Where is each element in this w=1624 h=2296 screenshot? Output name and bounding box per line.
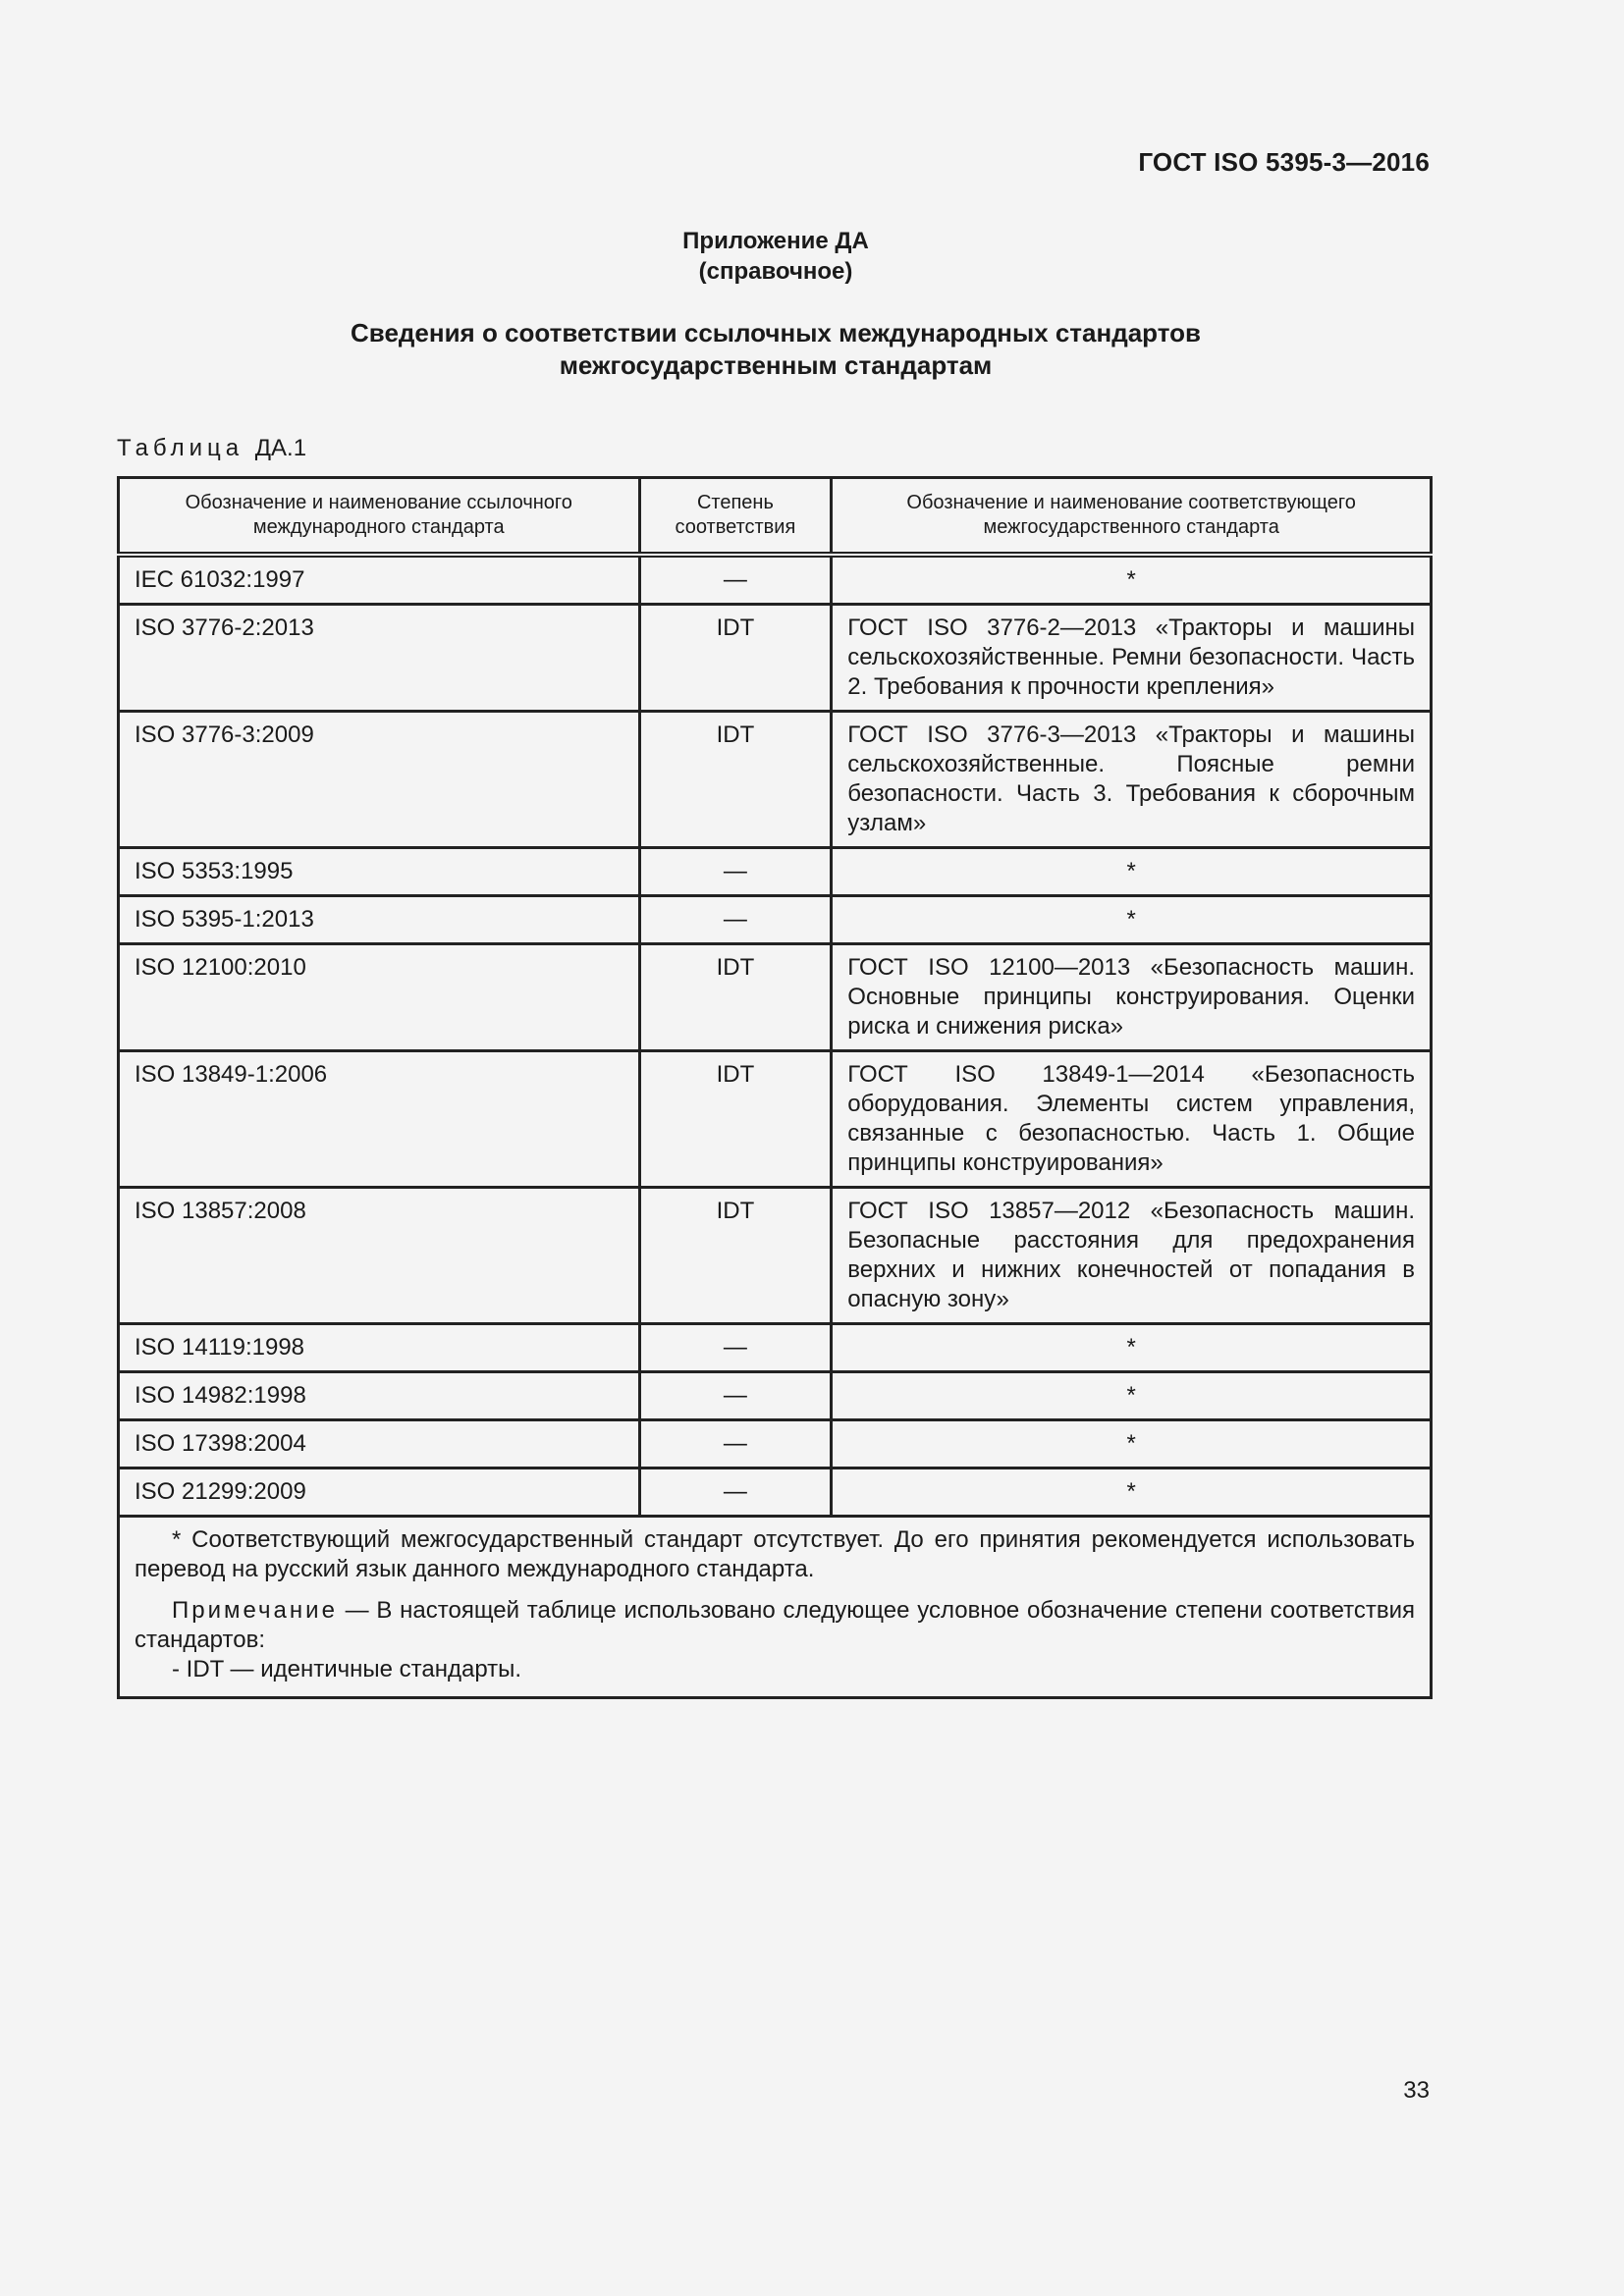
corresponding-standard-cell: ГОСТ ISO 3776-2—2013 «Тракторы и машины сельскохозяйственные. Ремни безопасности. Часть 2. Требования к прочности крепления» bbox=[832, 605, 1432, 712]
section-title-line-1: Сведения о соответствии ссылочных международных стандартов bbox=[351, 318, 1201, 347]
degree-cell: — bbox=[639, 1420, 832, 1468]
corresponding-standard-cell: ГОСТ ISO 13857—2012 «Безопасность машин. Безопасные расстояния для предохранения верхних и нижних конечностей от попадания в опасную зону» bbox=[832, 1188, 1432, 1324]
intl-standard-cell: ISO 21299:2009 bbox=[119, 1468, 640, 1517]
table-row bbox=[119, 1468, 1432, 1517]
page-number: 33 bbox=[1403, 2077, 1430, 2104]
note-paragraph bbox=[135, 1596, 1415, 1655]
corresponding-standard-cell: ГОСТ ISO 3776-3—2013 «Тракторы и машины сельскохозяйственные. Поясные ремни безопасности. Часть 3. Требования к сборочным узлам» bbox=[832, 712, 1432, 848]
degree-cell: — bbox=[639, 1372, 832, 1420]
corresponding-standard-cell: * bbox=[832, 1420, 1432, 1468]
table-row bbox=[119, 848, 1432, 896]
intl-standard-cell: ISO 13857:2008 bbox=[119, 1188, 640, 1324]
appendix-label: Приложение ДА bbox=[682, 228, 869, 254]
table-footnote-cell bbox=[119, 1517, 1432, 1698]
note-list-item: - IDT — идентичные стандарты. bbox=[172, 1656, 522, 1682]
table-row bbox=[119, 944, 1432, 1051]
degree-cell: — bbox=[639, 1324, 832, 1372]
table-label-word: Таблица bbox=[117, 435, 244, 461]
degree-cell: IDT bbox=[639, 1188, 832, 1324]
corresponding-standard-cell: * bbox=[832, 896, 1432, 944]
table-header-row bbox=[119, 478, 1432, 556]
column-header-degree: Степень соответствия bbox=[639, 478, 832, 556]
degree-cell: IDT bbox=[639, 944, 832, 1051]
intl-standard-cell: ISO 5353:1995 bbox=[119, 848, 640, 896]
table-label bbox=[117, 435, 306, 462]
footnote-text: * Соответствующий межгосударственный стандарт отсутствует. До его принятия рекомендуется использовать перевод на русский язык данного международного стандарта. bbox=[135, 1526, 1415, 1582]
corresponding-standard-cell: * bbox=[832, 1372, 1432, 1420]
degree-cell: IDT bbox=[639, 712, 832, 848]
intl-standard-cell: IEC 61032:1997 bbox=[119, 555, 640, 605]
degree-cell: — bbox=[639, 555, 832, 605]
document-code: ГОСТ ISO 5395-3—2016 bbox=[1138, 147, 1430, 177]
corresponding-standard-cell: * bbox=[832, 1468, 1432, 1517]
intl-standard-cell: ISO 17398:2004 bbox=[119, 1420, 640, 1468]
table-row bbox=[119, 1324, 1432, 1372]
intl-standard-cell: ISO 13849-1:2006 bbox=[119, 1051, 640, 1188]
corresponding-standard-cell: * bbox=[832, 848, 1432, 896]
degree-cell: — bbox=[639, 896, 832, 944]
intl-standard-cell: ISO 3776-2:2013 bbox=[119, 605, 640, 712]
table-row bbox=[119, 712, 1432, 848]
intl-standard-cell: ISO 5395-1:2013 bbox=[119, 896, 640, 944]
table-row bbox=[119, 1372, 1432, 1420]
table-footer-row bbox=[119, 1517, 1432, 1698]
table-label-number: ДА.1 bbox=[254, 435, 307, 461]
degree-cell: IDT bbox=[639, 1051, 832, 1188]
table-row bbox=[119, 1051, 1432, 1188]
table-row bbox=[119, 896, 1432, 944]
correspondence-table bbox=[117, 476, 1433, 1699]
degree-cell: — bbox=[639, 1468, 832, 1517]
intl-standard-cell: ISO 14119:1998 bbox=[119, 1324, 640, 1372]
intl-standard-cell: ISO 3776-3:2009 bbox=[119, 712, 640, 848]
corresponding-standard-cell: ГОСТ ISO 13849-1—2014 «Безопасность оборудования. Элементы систем управления, связанные с безопасностью. Часть 1. Общие принципы конструирования» bbox=[832, 1051, 1432, 1188]
table-row bbox=[119, 555, 1432, 605]
corresponding-standard-cell: ГОСТ ISO 12100—2013 «Безопасность машин. Основные принципы конструирования. Оценки риска и снижения риска» bbox=[832, 944, 1432, 1051]
intl-standard-cell: ISO 12100:2010 bbox=[119, 944, 640, 1051]
table-row bbox=[119, 1420, 1432, 1468]
degree-cell: IDT bbox=[639, 605, 832, 712]
table-row bbox=[119, 605, 1432, 712]
intl-standard-cell: ISO 14982:1998 bbox=[119, 1372, 640, 1420]
column-header-corresponding: Обозначение и наименование соответствующего межгосударственного стандарта bbox=[832, 478, 1432, 556]
corresponding-standard-cell: * bbox=[832, 1324, 1432, 1372]
corresponding-standard-cell: * bbox=[832, 555, 1432, 605]
note-word: Примечание bbox=[172, 1597, 338, 1624]
column-header-intl: Обозначение и наименование ссылочного международного стандарта bbox=[119, 478, 640, 556]
note-text: — В настоящей таблице использовано следующее условное обозначение степени соответствия стандартов: bbox=[135, 1597, 1415, 1653]
section-title-line-2: межгосударственным стандартам bbox=[559, 350, 993, 380]
section-title bbox=[0, 317, 1551, 382]
appendix-type: (справочное) bbox=[698, 258, 853, 285]
degree-cell: — bbox=[639, 848, 832, 896]
appendix-heading bbox=[0, 226, 1551, 287]
table-row bbox=[119, 1188, 1432, 1324]
